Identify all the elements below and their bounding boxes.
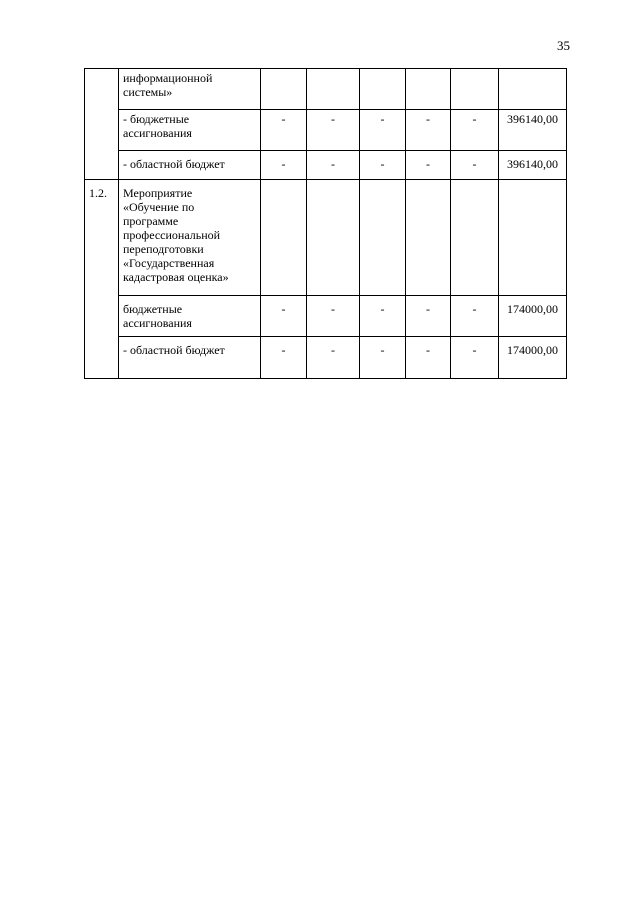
value-cell: [360, 180, 406, 296]
description-line: бюджетные: [123, 302, 183, 316]
value-cell: -: [406, 296, 451, 337]
total-cell: 396140,00: [499, 151, 567, 180]
value-cell: -: [451, 110, 499, 151]
total-cell: 174000,00: [499, 296, 567, 337]
description-line: информационной: [123, 71, 213, 85]
value-cell: -: [406, 151, 451, 180]
description-cell: [119, 180, 261, 296]
description-word: по: [181, 200, 195, 214]
description-cell: [119, 296, 261, 337]
description-line: «Государственная: [123, 256, 215, 270]
description-cell: [119, 110, 261, 151]
value-cell: -: [261, 151, 307, 180]
value-cell: -: [307, 110, 360, 151]
value-cell: -: [360, 337, 406, 379]
table-row: [85, 110, 567, 151]
row-number-cell: [85, 69, 119, 180]
description-line: кадастровая оценка»: [123, 270, 229, 284]
value-cell: -: [360, 110, 406, 151]
total-cell: 396140,00: [499, 110, 567, 151]
description-line: ассигнования: [123, 126, 192, 140]
value-cell: [406, 69, 451, 110]
value-cell: -: [307, 151, 360, 180]
description-line: программе: [123, 214, 179, 228]
description-dash: -: [123, 112, 127, 126]
value-cell: -: [307, 337, 360, 379]
value-cell: [261, 69, 307, 110]
description-word: «Обучение: [123, 200, 179, 214]
value-cell: [307, 69, 360, 110]
total-cell: [499, 180, 567, 296]
value-cell: -: [261, 110, 307, 151]
value-cell: -: [360, 151, 406, 180]
table-row: [85, 180, 567, 296]
value-cell: [406, 180, 451, 296]
value-cell: -: [451, 337, 499, 379]
description-line: профессиональной: [123, 228, 221, 242]
page-number: 35: [557, 38, 570, 53]
value-cell: [307, 180, 360, 296]
description-cell: [119, 69, 261, 110]
table-row: [85, 69, 567, 110]
value-cell: [261, 180, 307, 296]
value-cell: -: [307, 296, 360, 337]
value-cell: -: [451, 296, 499, 337]
budget-table: [84, 68, 567, 379]
description-line: ассигнования: [123, 316, 192, 330]
value-cell: -: [406, 110, 451, 151]
value-cell: [451, 180, 499, 296]
description-word: бюджетные: [130, 112, 190, 126]
value-cell: [451, 69, 499, 110]
total-cell: [499, 69, 567, 110]
description-cell: - областной бюджет: [119, 151, 261, 180]
table-row: [85, 337, 567, 379]
row-number-cell: 1.2.: [85, 180, 119, 379]
description-line: системы»: [123, 85, 173, 99]
total-cell: 174000,00: [499, 337, 567, 379]
value-cell: -: [451, 151, 499, 180]
table-row: [85, 151, 567, 180]
table-row: [85, 296, 567, 337]
value-cell: -: [406, 337, 451, 379]
description-line: переподготовки: [123, 242, 204, 256]
description-cell: - областной бюджет: [119, 337, 261, 379]
description-line: Мероприятие: [123, 186, 193, 200]
value-cell: -: [360, 296, 406, 337]
value-cell: -: [261, 296, 307, 337]
value-cell: [360, 69, 406, 110]
value-cell: -: [261, 337, 307, 379]
